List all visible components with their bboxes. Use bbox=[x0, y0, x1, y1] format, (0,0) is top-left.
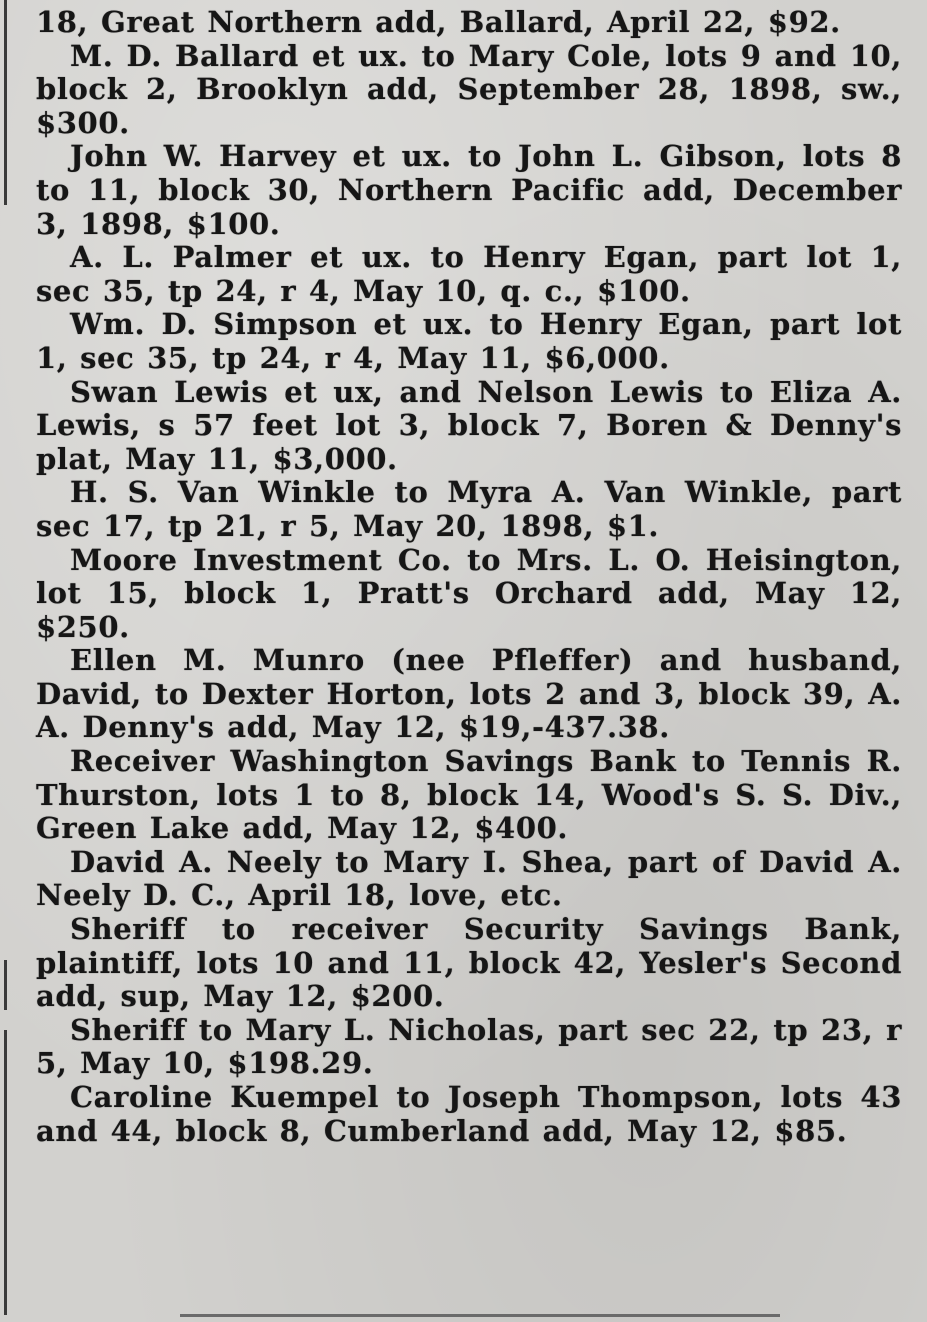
transfer-entry: Receiver Washington Savings Bank to Tennis R. Thurston, lots 1 to 8, block 14, Wood's S. S. Div., Green Lake add, May 12, $400. bbox=[36, 744, 902, 846]
transfer-entry: David A. Neely to Mary I. Shea, part of David A. Neely D. C., April 18, love, etc. bbox=[36, 844, 902, 913]
transfer-entry: A. L. Palmer et ux. to Henry Egan, part lot 1, sec 35, tp 24, r 4, May 10, q. c., $100. bbox=[36, 240, 902, 308]
transfer-entry: H. S. Van Winkle to Myra A. Van Winkle, part sec 17, tp 21, r 5, May 20, 1898, $1. bbox=[36, 475, 902, 543]
transfer-entry: 18, Great Northern add, Ballard, April 22, $92. bbox=[36, 5, 841, 39]
transfer-entry: Ellen M. Munro (nee Pfleffer) and husband, David, to Dexter Horton, lots 2 and 3, block 39, A. A. Denny's add, May 12, $19,-437.38. bbox=[36, 643, 902, 745]
real-estate-transfers-column bbox=[36, 6, 902, 1148]
column-rule-left-middle bbox=[4, 960, 7, 1010]
transfer-entry: John W. Harvey et ux. to John L. Gibson, lots 8 to 11, block 30, Northern Pacific add, December 3, 1898, $100. bbox=[36, 139, 902, 241]
transfer-entry: Sheriff to Mary L. Nicholas, part sec 22, tp 23, r 5, May 10, $198.29. bbox=[36, 1012, 902, 1081]
transfer-entry: M. D. Ballard et ux. to Mary Cole, lots 9 and 10, block 2, Brooklyn add, September 28, 1898, sw., $300. bbox=[36, 38, 902, 140]
transfer-entry: Caroline Kuempel to Joseph Thompson, lots 43 and 44, block 8, Cumberland add, May 12, $85. bbox=[36, 1080, 902, 1148]
column-rule-left-upper bbox=[4, 0, 7, 205]
transfer-entry: Moore Investment Co. to Mrs. L. O. Heisington, lot 15, block 1, Pratt's Orchard add, May 12, $250. bbox=[36, 542, 902, 644]
transfer-entry: Swan Lewis et ux, and Nelson Lewis to Eliza A. Lewis, s 57 feet lot 3, block 7, Boren & Denny's plat, May 11, $3,000. bbox=[36, 374, 902, 476]
transfer-entry: Sheriff to receiver Security Savings Bank, plaintiff, lots 10 and 11, block 42, Yesler's Second add, sup, May 12, $200. bbox=[36, 912, 902, 1014]
column-rule-left-lower bbox=[4, 1030, 7, 1315]
column-rule-bottom bbox=[180, 1314, 780, 1317]
transfer-entry: Wm. D. Simpson et ux. to Henry Egan, part lot 1, sec 35, tp 24, r 4, May 11, $6,000. bbox=[36, 307, 902, 375]
